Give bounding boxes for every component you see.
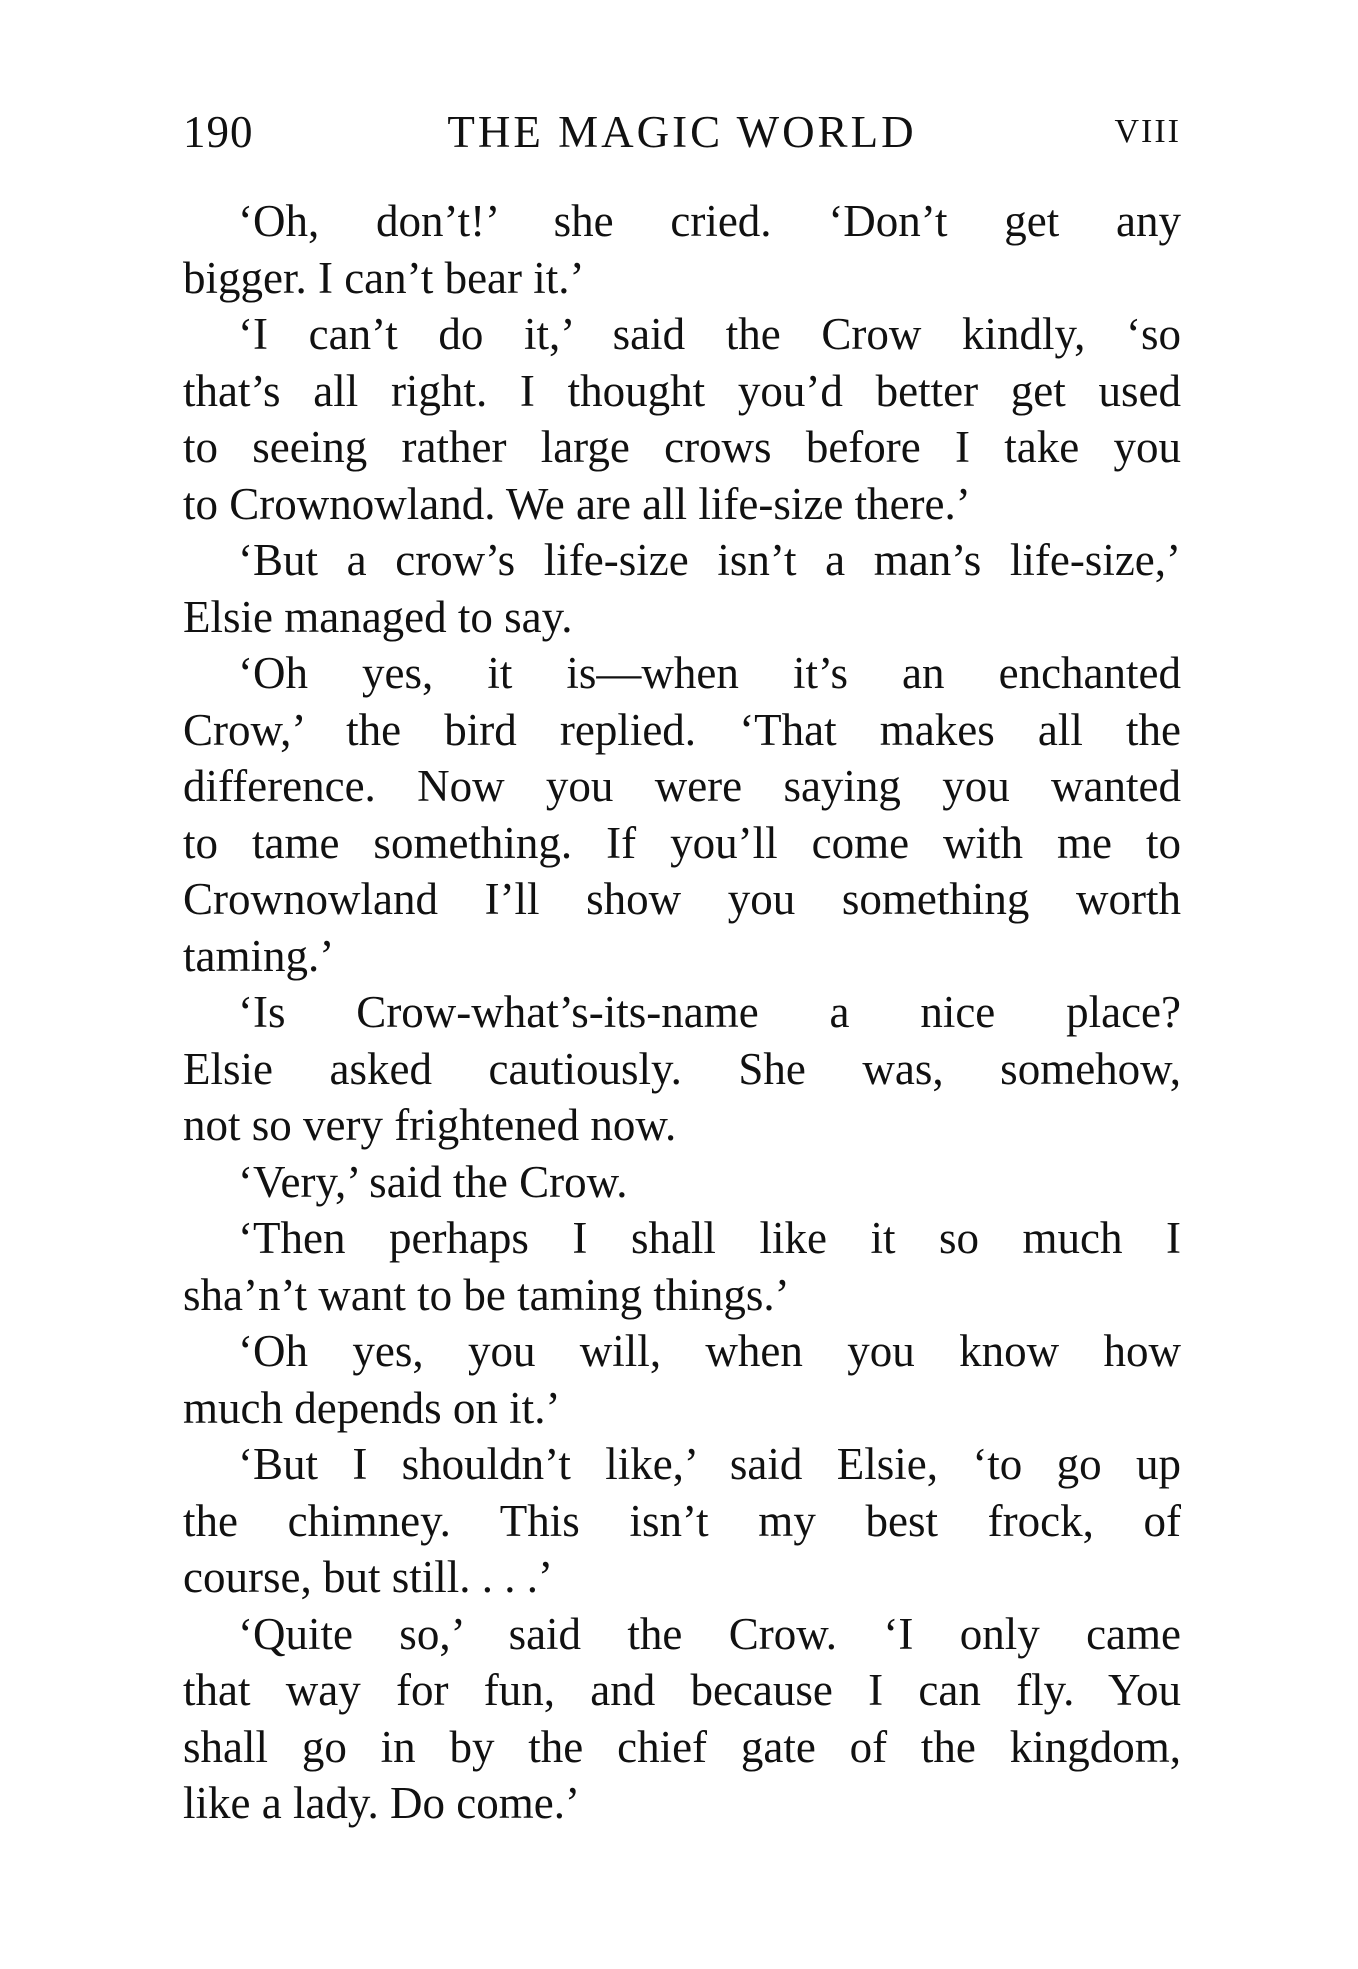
text-line: ‘Oh yes, you will, when you know how [238, 1326, 1181, 1376]
text-line: ‘Quite so,’ said the Crow. ‘I only came [238, 1608, 1181, 1659]
text-line: sha’n’t want to be taming things.’ [183, 1269, 790, 1320]
text-line: Crownowland I’ll show you something worth [183, 874, 1181, 924]
text-line: that’s all right. I thought you’d better get used [183, 365, 1181, 416]
text-line: to tame something. If you’ll come with me to [183, 817, 1181, 868]
text-line: ‘But a crow’s life-size isn’t a man’s life-size,’ [238, 535, 1181, 585]
text-line: Elsie asked cautiously. She was, somehow, [183, 1043, 1181, 1094]
text-line: Elsie managed to say. [183, 591, 573, 642]
text-line: that way for fun, and because I can fly. You [183, 1665, 1181, 1715]
text-line: ‘Oh, don’t!’ she cried. ‘Don’t get any [238, 196, 1181, 246]
text-line: not so very frightened now. [183, 1100, 677, 1150]
text-line: difference. Now you were saying you wanted [183, 761, 1181, 811]
text-line: like a lady. Do come.’ [183, 1778, 580, 1828]
text-line: ‘Then perhaps I shall like it so much I [238, 1213, 1181, 1263]
text-line: to Crownowland. We are all life-size there.’ [183, 478, 971, 529]
running-title: THE MAGIC WORLD [447, 107, 917, 157]
text-line: ‘I can’t do it,’ said the Crow kindly, ‘so [238, 309, 1181, 359]
text-line: bigger. I can’t bear it.’ [183, 252, 585, 303]
running-head [183, 102, 1181, 162]
body-text [183, 193, 1181, 1832]
text-line: ‘Very,’ said the Crow. [238, 1156, 628, 1207]
text-line: shall go in by the chief gate of the kingdom, [183, 1721, 1181, 1772]
text-line: taming.’ [183, 930, 335, 981]
text-line: ‘Oh yes, it is—when it’s an enchanted [238, 648, 1181, 698]
text-line: ‘Is Crow-what’s-its-name a nice place? [238, 987, 1181, 1037]
text-line: course, but still. . . .’ [183, 1552, 553, 1602]
text-line: to seeing rather large crows before I take you [183, 422, 1181, 472]
page-number: 190 [183, 107, 254, 157]
text-line: the chimney. This isn’t my best frock, of [183, 1495, 1181, 1546]
text-line: much depends on it.’ [183, 1382, 561, 1433]
text-line: Crow,’ the bird replied. ‘That makes all the [183, 704, 1181, 755]
text-line: ‘But I shouldn’t like,’ said Elsie, ‘to go up [238, 1439, 1181, 1489]
chapter-number: VIII [1114, 113, 1181, 150]
